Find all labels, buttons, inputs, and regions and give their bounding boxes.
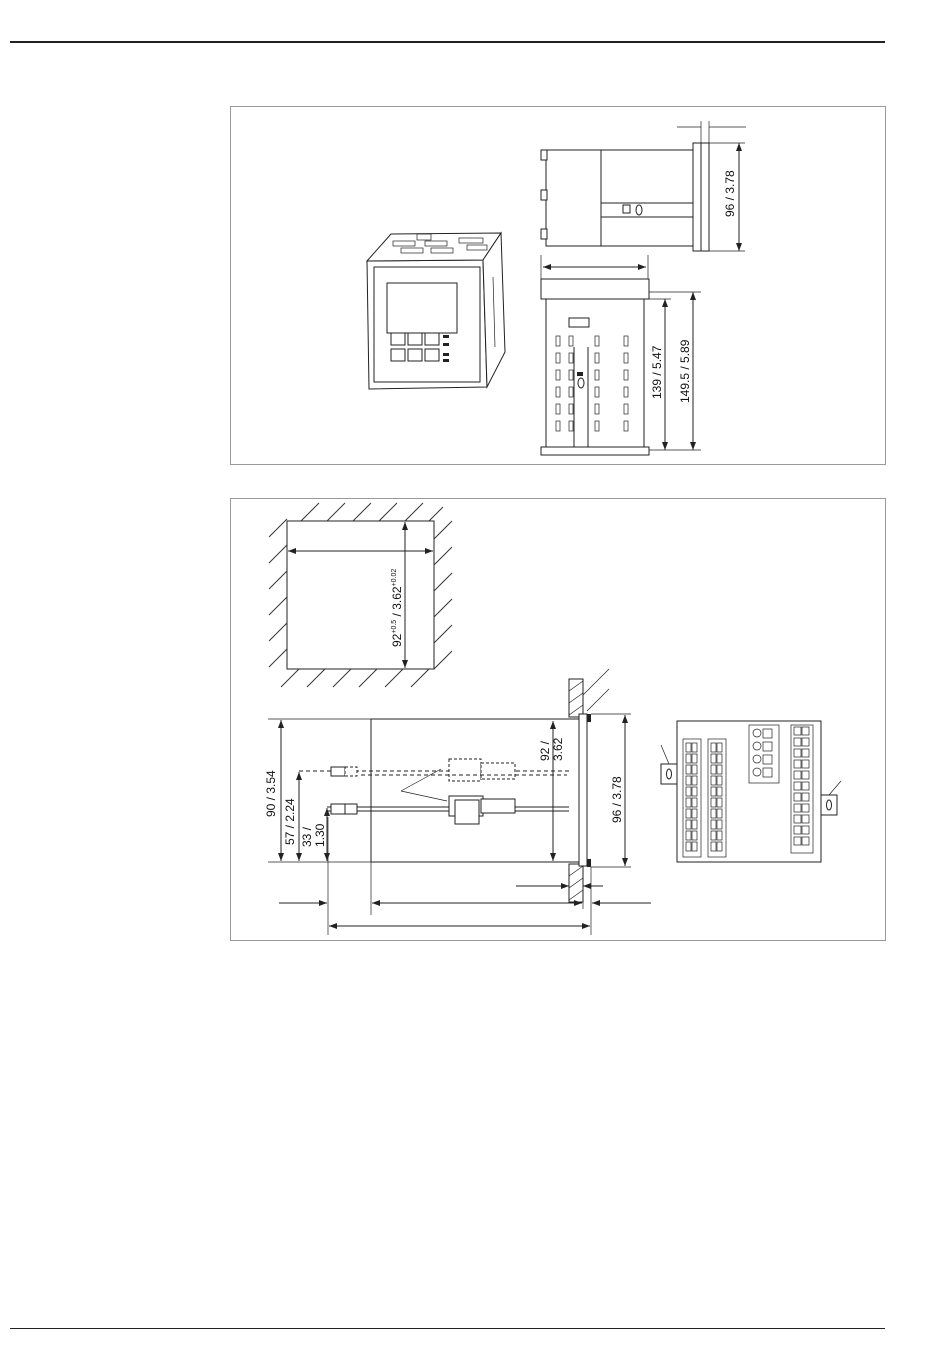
figure-mounting-panel <box>230 498 886 941</box>
panel-mount-side-view <box>264 669 651 935</box>
side-height-label: 96 / 3.78 <box>723 170 737 217</box>
total-depth-label: 149.5 / 5.89 <box>678 339 692 403</box>
instrument-side-view <box>541 121 746 251</box>
footer-rule <box>10 1328 885 1329</box>
body-depth-label: 139 / 5.47 <box>650 345 664 399</box>
header-rule <box>10 41 885 43</box>
figure-dimensions-panel <box>230 106 886 465</box>
front-height-label: 96 / 3.78 <box>610 776 624 823</box>
panel-cutout-view <box>269 503 452 687</box>
figure-dimensions-drawing <box>231 107 885 464</box>
panel-cut-label-a: 92 / <box>538 740 552 761</box>
instrument-top-view <box>541 255 701 455</box>
panel-cut-label-b: 3.62 <box>551 737 565 761</box>
rear-terminal-view <box>661 721 841 862</box>
body-height-label: 90 / 3.54 <box>264 770 278 817</box>
lower-clip-height-label-a: 33 / <box>300 826 314 847</box>
upper-clip-height-label: 57 / 2.24 <box>283 798 297 845</box>
figure-mounting-drawing <box>231 499 885 940</box>
display-screen <box>387 283 457 333</box>
instrument-perspective-view <box>367 233 505 389</box>
cutout-size-label: $92^{+0.5} / 3.62^{+0.02}$ <box>390 568 404 647</box>
lower-clip-height-label-b: 1.30 <box>313 823 327 847</box>
